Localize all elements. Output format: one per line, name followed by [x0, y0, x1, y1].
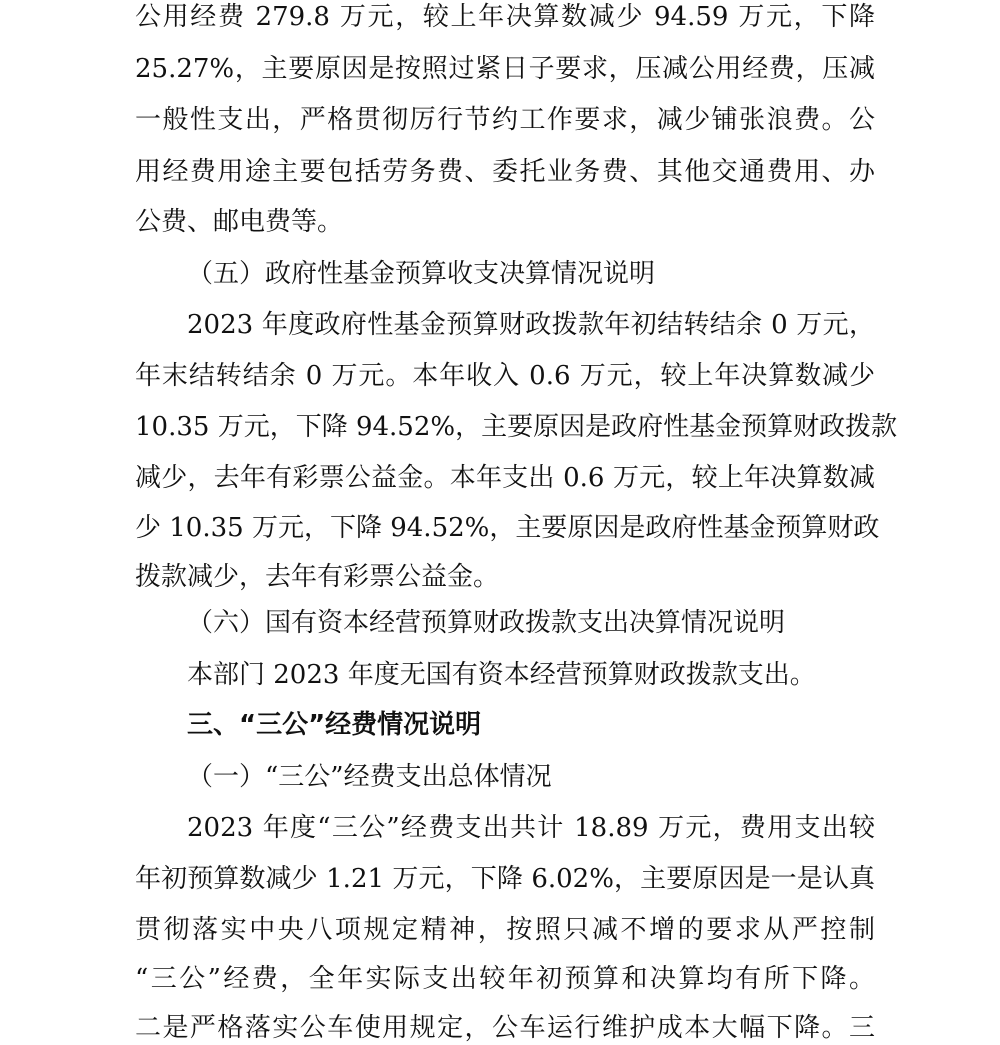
paragraph-line: 2023 年度政府性基金预算财政拨款年初结转结余 0 万元， — [187, 310, 875, 340]
paragraph-line: 少 10.35 万元，下降 94.52%，主要原因是政府性基金预算财政 — [135, 513, 880, 543]
section-heading-1: （一）“三公”经费支出总体情况 — [187, 762, 552, 792]
paragraph-line: 用经费用途主要包括劳务费、委托业务费、其他交通费用、办 — [135, 157, 875, 187]
paragraph-line: 减少，去年有彩票公益金。本年支出 0.6 万元，较上年决算数减 — [135, 463, 875, 493]
paragraph-line: 一般性支出，严格贯彻厉行节约工作要求，减少铺张浪费。公 — [135, 105, 875, 135]
section-heading-5: （五）政府性基金预算收支决算情况说明 — [187, 259, 656, 289]
paragraph-line: 10.35 万元，下降 94.52%，主要原因是政府性基金预算财政拨款 — [135, 412, 898, 442]
paragraph-line: 二是严格落实公车使用规定，公车运行维护成本大幅下降。三 — [135, 1013, 875, 1043]
paragraph-line: 年初预算数减少 1.21 万元，下降 6.02%，主要原因是一是认真 — [135, 864, 875, 894]
paragraph-line: “三公”经费，全年实际支出较年初预算和决算均有所下降。 — [135, 964, 875, 994]
paragraph-line: 年末结转结余 0 万元。本年收入 0.6 万元，较上年决算数减少 — [135, 361, 875, 391]
paragraph-line: 2023 年度“三公”经费支出共计 18.89 万元，费用支出较 — [187, 813, 875, 843]
paragraph-line: 公用经费 279.8 万元，较上年决算数减少 94.59 万元，下降 — [135, 2, 875, 32]
paragraph-line: 25.27%，主要原因是按照过紧日子要求，压减公用经费，压减 — [135, 54, 875, 84]
paragraph-line: 公费、邮电费等。 — [135, 207, 344, 237]
paragraph-line: 拨款减少，去年有彩票公益金。 — [135, 562, 500, 592]
section-heading-6: （六）国有资本经营预算财政拨款支出决算情况说明 — [187, 608, 786, 638]
paragraph-line: 本部门 2023 年度无国有资本经营预算财政拨款支出。 — [187, 660, 816, 690]
section-heading-three: 三、“三公”经费情况说明 — [187, 710, 482, 740]
paragraph-line: 贯彻落实中央八项规定精神，按照只减不增的要求从严控制 — [135, 915, 875, 945]
